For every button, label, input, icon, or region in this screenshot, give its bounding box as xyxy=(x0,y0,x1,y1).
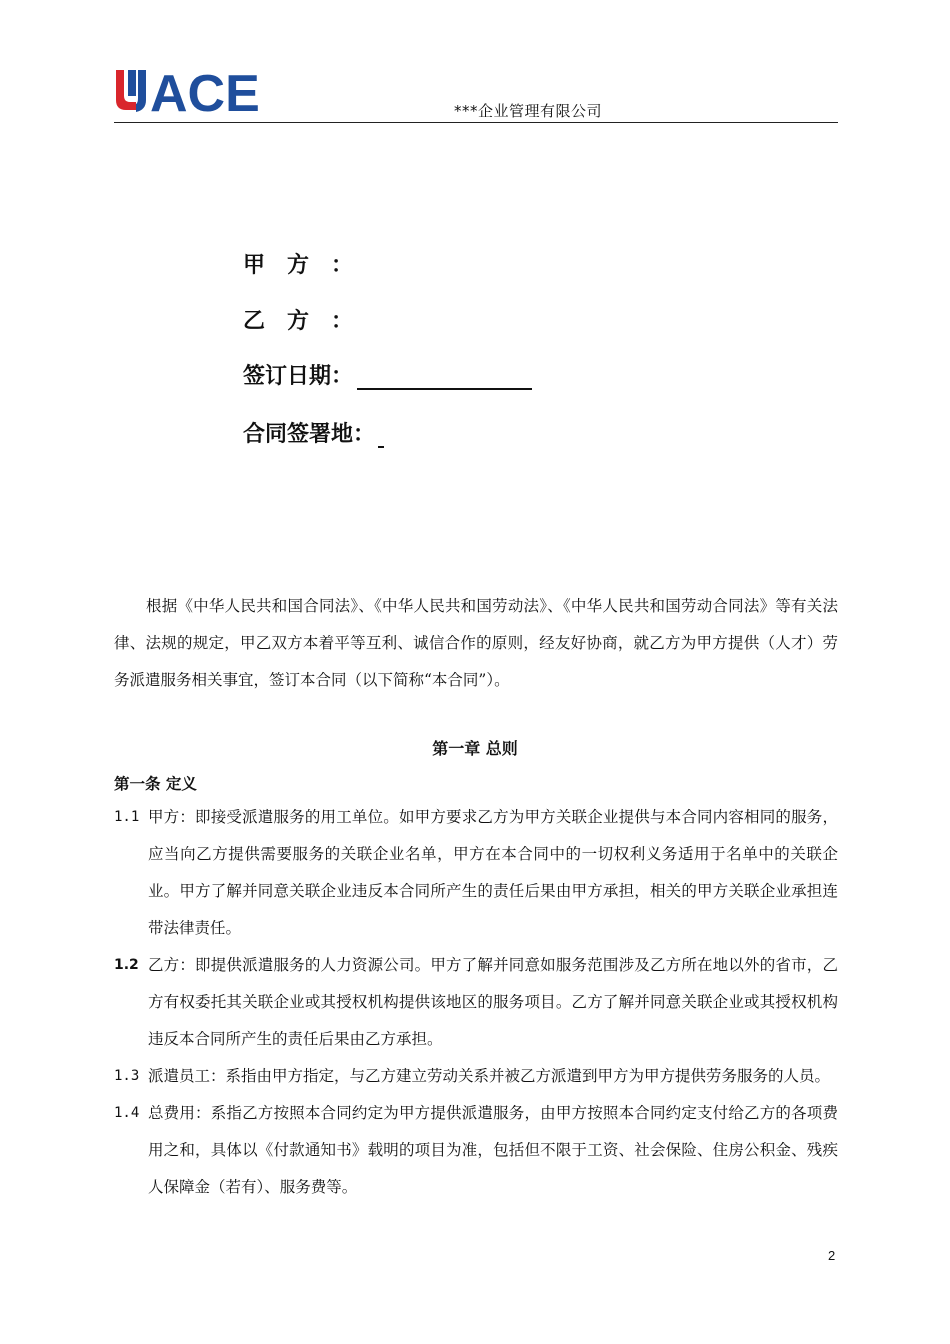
clause-number: 1.1 xyxy=(114,809,140,825)
clause-text: 总费用：系指乙方按照本合同约定为甲方提供派遣服务，由甲方按照本合同约定支付给乙方的各项费用之和，具体以《付款通知书》载明的项目为准，包括但不限于工资、社会保险、住房公积金、残疾人保障金（若有）、服务费等。 xyxy=(148,1104,838,1196)
clause-item xyxy=(114,1058,838,1095)
sign-place-line xyxy=(243,417,384,448)
clause-number: 1.2 xyxy=(114,957,139,973)
article-title: 第一条 定义 xyxy=(114,775,197,793)
company-name: ***企业管理有限公司 xyxy=(453,102,602,120)
clause-list xyxy=(114,799,838,1206)
clause-item xyxy=(114,799,838,947)
logo-text: ACE xyxy=(150,66,260,116)
clause-number: 1.3 xyxy=(114,1068,140,1084)
clause-text: 乙方：即提供派遣服务的人力资源公司。甲方了解并同意如服务范围涉及乙方所在地以外的省市，乙方有权委托其关联企业或其授权机构提供该地区的服务项目。乙方了解并同意关联企业或其授权机构违反本合同所产生的责任后果由乙方承担。 xyxy=(148,956,838,1048)
clause-text: 派遣员工：系指由甲方指定，与乙方建立劳动关系并被乙方派遣到甲方为甲方提供劳务服务的人员。 xyxy=(148,1067,831,1085)
clause-text: 甲方：即接受派遣服务的用工单位。如甲方要求乙方为甲方关联企业提供与本合同内容相同的服务，应当向乙方提供需要服务的关联企业名单，甲方在本合同中的一切权利义务适用于名单中的关联企业。甲方了解并同意关联企业违反本合同所产生的责任后果由甲方承担，相关的甲方关联企业承担连带法律责任。 xyxy=(148,808,838,937)
party-a-label: 甲方： xyxy=(243,253,376,278)
sign-place-blank[interactable] xyxy=(378,428,384,448)
sign-date-blank[interactable] xyxy=(357,364,532,390)
sign-date-line xyxy=(243,359,532,390)
clause-item xyxy=(114,947,838,1058)
intro-paragraph: 根据《中华人民共和国合同法》、《中华人民共和国劳动法》、《中华人民共和国劳动合同法》等有关法律、法规的规定，甲乙双方本着平等互利、诚信合作的原则，经友好协商，就乙方为甲方提供（人才）劳务派遣服务相关事宜，签订本合同（以下简称“本合同”）。 xyxy=(114,597,838,689)
page-header xyxy=(114,66,838,123)
party-b-line xyxy=(243,304,375,335)
sign-date-label: 签订日期： xyxy=(243,364,354,389)
clause-item xyxy=(114,1095,838,1206)
sign-place-label: 合同签署地： xyxy=(243,422,376,447)
chapter-title: 第一章 总则 xyxy=(432,739,518,758)
page-number: 2 xyxy=(828,1248,836,1263)
clause-number: 1.4 xyxy=(114,1105,140,1121)
party-b-label: 乙方： xyxy=(243,309,376,334)
ace-logo xyxy=(114,66,304,116)
party-a-line xyxy=(243,248,375,279)
